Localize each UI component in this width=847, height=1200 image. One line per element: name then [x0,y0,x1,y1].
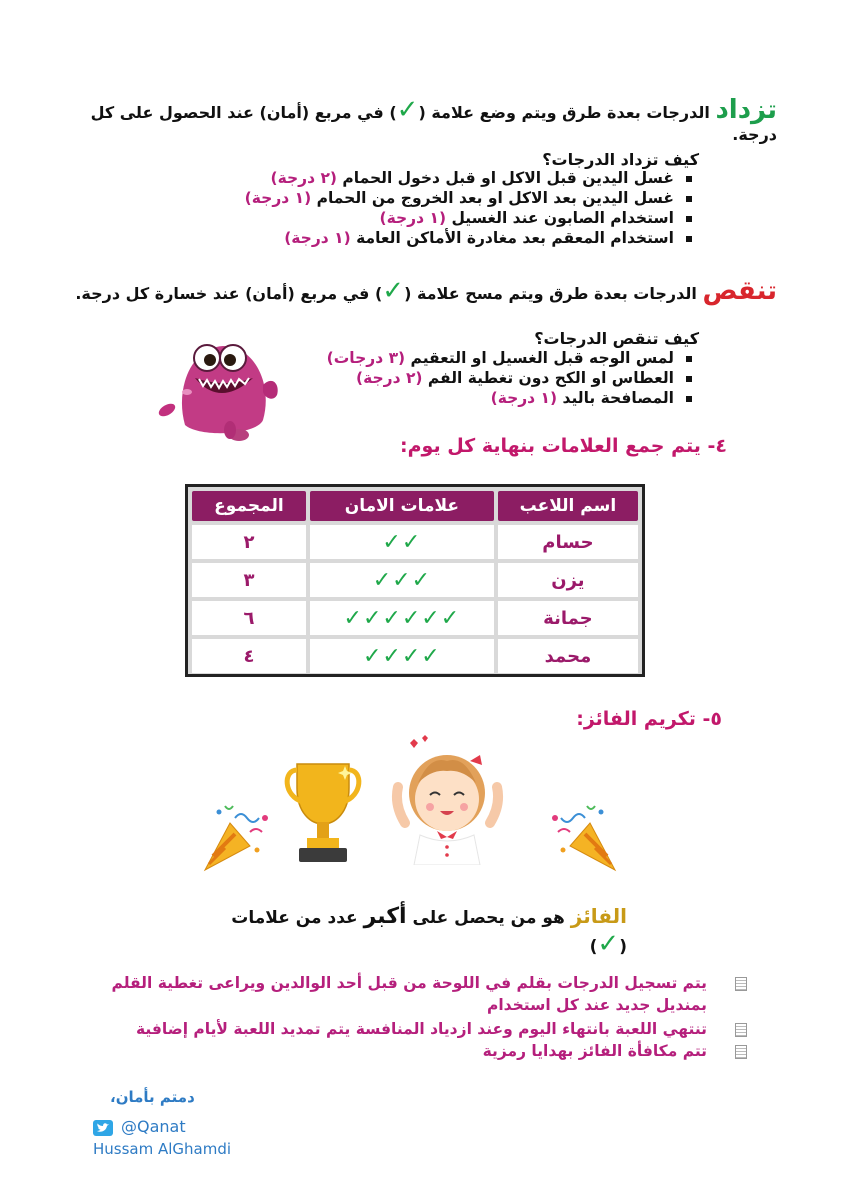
safety-marks: ✓✓ [310,525,494,559]
section-4-heading: ٤- يتم جمع العلامات بنهاية كل يوم: [400,435,727,457]
player-name: محمد [498,639,638,673]
list-item: غسل اليدين بعد الاكل او بعد الخروج من الحمام (١ درجة) [192,188,692,208]
author-name: Hussam AlGhamdi [93,1140,232,1158]
player-total: ٤ [192,639,306,673]
player-total: ٢ [192,525,306,559]
column-header-marks: علامات الامان [310,491,494,521]
table-row [192,601,638,635]
check-icon: ✓ [597,929,620,959]
increase-word: تزداد [715,95,777,125]
party-popper-icon [540,798,625,878]
increase-text: الدرجات بعدة طرق ويتم وضع علامة ( [418,103,710,122]
decrease-title: كيف تنقص الدرجات؟ [534,329,699,348]
list-item: العطاس او الكح دون تغطية الفم (٢ درجة) [292,368,692,388]
list-item: لمس الوجه قبل الغسيل او التعقيم (٣ درجات) [292,348,692,368]
twitter-icon [93,1120,113,1136]
player-name: جمانة [498,601,638,635]
trophy-icon [283,758,363,868]
germ-monster-icon [155,330,285,445]
decrease-list [292,348,692,408]
decrease-text-end: ) في مربع (أمان) عند خسارة كل درجة. [75,284,383,303]
increase-list [192,168,692,248]
note-icon [735,1023,747,1037]
note-item: يتم تسجيل الدرجات بقلم في اللوحة من قبل أحد الوالدين ويراعى تغطية القلم بمنديل جديد عند كل استخدام [87,972,747,1016]
note-icon [735,1045,747,1059]
notes-list [87,972,747,1062]
winner-text-1: هو من يحصل على [412,908,565,928]
increase-title: كيف تزداد الدرجات؟ [542,150,699,169]
winner-close: ) [589,937,598,957]
winner-akbar: أكبر [363,904,407,929]
table-row [192,639,638,673]
happy-girl-icon [390,735,505,865]
table-row [192,525,638,559]
party-popper-icon [195,798,280,878]
bullet-icon [686,236,692,242]
signature: دمتم بأمان، [110,1088,195,1106]
list-item: المصافحة باليد (١ درجة) [292,388,692,408]
note-item: تنتهي اللعبة بانتهاء اليوم وعند ازدياد المنافسة يتم تمديد اللعبة لأيام إضافية [87,1018,747,1040]
bullet-icon [686,376,692,382]
note-item: تتم مكافأة الفائز بهدايا رمزية [87,1040,747,1062]
twitter-handle-line [93,1117,186,1136]
bullet-icon [686,176,692,182]
safety-marks: ✓✓✓ [310,563,494,597]
note-icon [735,977,747,991]
winner-word: الفائز [570,904,627,928]
safety-marks: ✓✓✓✓ [310,639,494,673]
table-row [192,563,638,597]
list-item: غسل اليدين قبل الاكل او قبل دخول الحمام (٢ درجة) [192,168,692,188]
bullet-icon [686,216,692,222]
twitter-handle: @Qanat [121,1117,186,1136]
increase-text-end: ) في مربع (أمان) عند الحصول على كل درجة. [90,103,777,144]
decrease-line [57,276,777,306]
column-header-total: المجموع [192,491,306,521]
check-icon: ✓ [396,95,419,125]
score-table [185,484,645,677]
safety-marks: ✓✓✓✓✓✓ [310,601,494,635]
list-item: استخدام الصابون عند الغسيل (١ درجة) [192,208,692,228]
decrease-text: الدرجات بعدة طرق ويتم مسح علامة ( [404,284,697,303]
winner-line [207,904,627,959]
player-name: يزن [498,563,638,597]
section-5-heading: ٥- تكريم الفائز: [576,708,722,730]
list-item: استخدام المعقم بعد مغادرة الأماكن العامة (١ درجة) [192,228,692,248]
winner-text-2: عدد من علامات ( [231,908,627,957]
player-total: ٣ [192,563,306,597]
increase-line [57,95,777,144]
bullet-icon [686,356,692,362]
decrease-word: تنقص [702,276,777,306]
column-header-player: اسم اللاعب [498,491,638,521]
table-header-row [192,491,638,521]
bullet-icon [686,396,692,402]
check-icon: ✓ [382,276,405,306]
bullet-icon [686,196,692,202]
player-total: ٦ [192,601,306,635]
player-name: حسام [498,525,638,559]
